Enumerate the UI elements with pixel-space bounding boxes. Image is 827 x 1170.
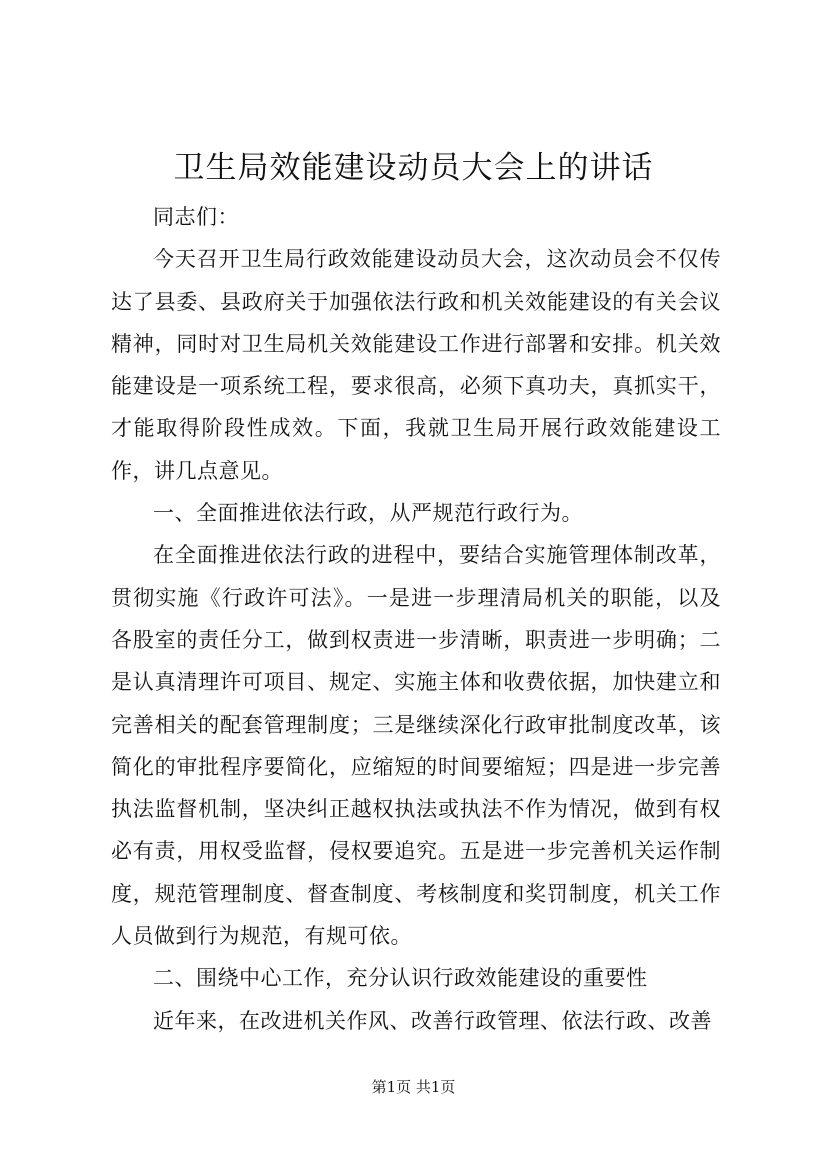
- section-heading-2: 二、围绕中心工作，充分认识行政效能建设的重要性: [153, 966, 648, 991]
- salutation: 同志们：: [153, 205, 239, 229]
- paragraph-section-2: 近年来，在改进机关作风、改善行政管理、依法行政、改善: [153, 1008, 712, 1033]
- section-heading-1: 一、全面推进依法行政，从严规范行政行为。: [153, 501, 583, 526]
- page-footer: 第1页 共1页: [371, 1078, 456, 1096]
- document-body: [111, 196, 721, 1042]
- paragraph-section-1: 在全面推进依法行政的进程中，要结合实施管理体制改革，贯彻实施《行政许可法》。一是进一步理清局机关的职能，以及各股室的责任分工，做到权责进一步清晰，职责进一步明确；二是认真清理许可项目、规定、实施主体和收费依据，加快建立和完善相关的配套管理制度；三是继续深化行政审批制度改革，该简化的审批程序要简化，应缩短的时间要缩短；四是进一步完善执法监督机制，坚决纠正越权执法或执法不作为情况，做到有权必有责，用权受监督，侵权要追究。五是进一步完善机关运作制度，规范管理制度、督查制度、考核制度和奖罚制度，机关工作人员做到行为规范，有规可依。: [111, 543, 721, 949]
- document-title: 卫生局效能建设动员大会上的讲话: [173, 150, 654, 186]
- paragraph-opening: 今天召开卫生局行政效能建设动员大会，这次动员会不仅传达了县委、县政府关于加强依法行政和机关效能建设的有关会议精神，同时对卫生局机关效能建设工作进行部署和安排。机关效能建设是一项系统工程，要求很高，必须下真功夫，真抓实干，才能取得阶段性成效。下面，我就卫生局开展行政效能建设工作，讲几点意见。: [111, 247, 721, 483]
